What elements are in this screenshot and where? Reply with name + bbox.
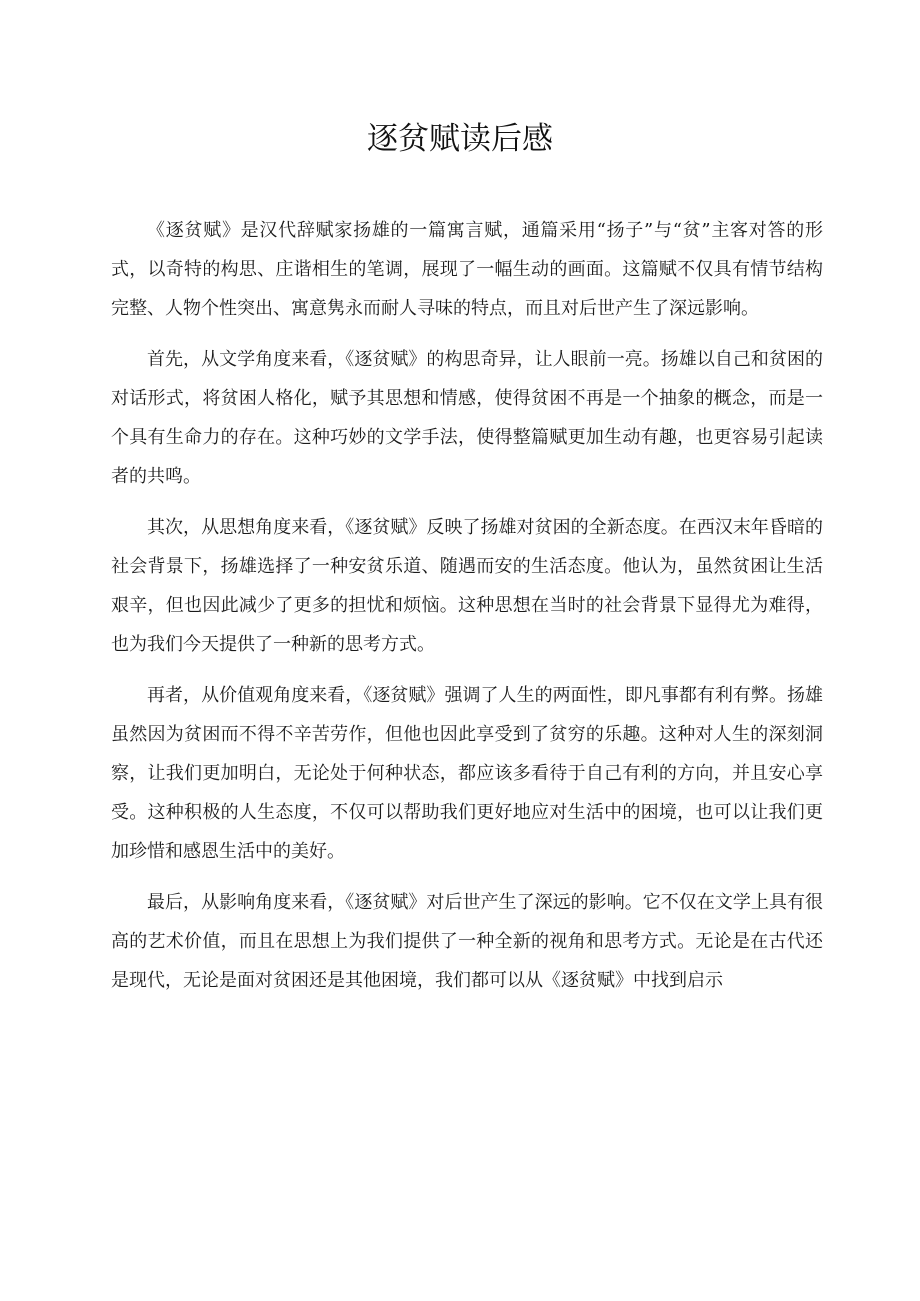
- paragraph-thought: 其次，从思想角度来看，《逐贫赋》反映了扬雄对贫困的全新态度。在西汉末年昏暗的社会背景下，扬雄选择了一种安贫乐道、随遇而安的生活态度。他认为，虽然贫困让生活艰辛，但也因此减少了更多的担忧和烦恼。这种思想在当时的社会背景下显得尤为难得，也为我们今天提供了一种新的思考方式。: [111, 517, 823, 655]
- document-title: 逐贫赋读后感: [367, 121, 553, 157]
- paragraph-intro: 《逐贫赋》是汉代辞赋家扬雄的一篇寓言赋，通篇采用“扬子”与“贫”主客对答的形式，以奇特的构思、庄谐相生的笔调，展现了一幅生动的画面。这篇赋不仅具有情节结构完整、人物个性突出、寓意隽永而耐人寻味的特点，而且对后世产生了深远影响。: [111, 220, 823, 319]
- paragraph-literary: 首先，从文学角度来看，《逐贫赋》的构思奇异，让人眼前一亮。扬雄以自己和贫困的对话形式，将贫困人格化，赋予其思想和情感，使得贫困不再是一个抽象的概念，而是一个具有生命力的存在。这种巧妙的文学手法，使得整篇赋更加生动有趣，也更容易引起读者的共鸣。: [111, 349, 823, 487]
- document-body: [111, 211, 823, 1012]
- paragraph-values: 再者，从价值观角度来看，《逐贫赋》强调了人生的两面性，即凡事都有利有弊。扬雄虽然因为贫困而不得不辛苦劳作，但他也因此享受到了贫穷的乐趣。这种对人生的深刻洞察，让我们更加明白，无论处于何种状态，都应该多看待于自己有利的方向，并且安心享受。这种积极的人生态度，不仅可以帮助我们更好地应对生活中的困境，也可以让我们更加珍惜和感恩生活中的美好。: [111, 685, 823, 862]
- paragraph-influence: 最后，从影响角度来看，《逐贫赋》对后世产生了深远的影响。它不仅在文学上具有很高的艺术价值，而且在思想上为我们提供了一种全新的视角和思考方式。无论是在古代还是现代，无论是面对贫困还是其他困境，我们都可以从《逐贫赋》中找到启示: [111, 892, 823, 991]
